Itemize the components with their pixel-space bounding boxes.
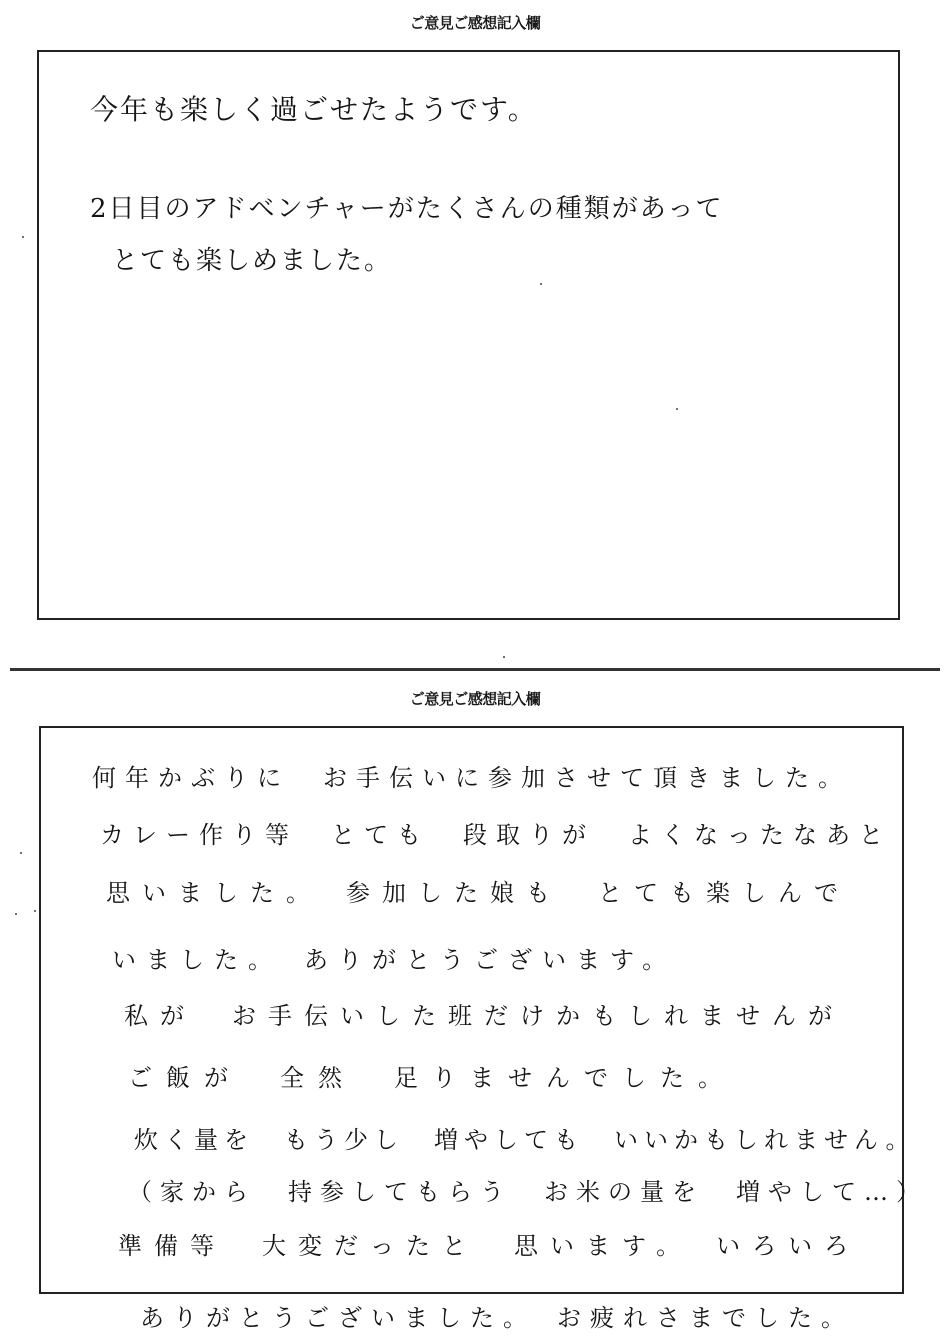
form2-line-4: いました。 ありがとうございます。 (112, 946, 677, 974)
scan-speck (15, 913, 17, 915)
scan-speck (34, 910, 36, 912)
form2-line-9: 準備等 大変だったと 思います。 いろいろ (118, 1232, 861, 1260)
form2-line-6: ご飯が 全然 足りませんでした。 (128, 1064, 736, 1092)
scan-speck (676, 408, 678, 410)
form2-line-5: 私が お手伝いした班だけかもしれませんが (124, 1002, 844, 1030)
form1-comment-box (37, 50, 900, 620)
form2-line-2: カレー作り等 とても 段取りが よくなったなあと (100, 821, 892, 849)
form2-line-1: 何年かぶりに お手伝いに参加させて頂きました。 (92, 764, 851, 792)
scan-speck (540, 283, 542, 285)
form1-line-1: 今年も楽しく過ごせたようです。 (90, 93, 538, 126)
scan-speck (20, 852, 22, 854)
form2-header: ご意見ご感想記入欄 (409, 690, 541, 708)
page-separator (10, 668, 940, 671)
form2-line-8: （家から 持参してもらう お米の量を 増やして…） (128, 1178, 928, 1206)
form2-line-10: ありがとうございました。 お疲れさまでした。 (140, 1304, 854, 1332)
form1-header: ご意見ご感想記入欄 (409, 14, 541, 32)
scan-speck (22, 236, 24, 238)
scan-speck (503, 656, 505, 658)
form2-line-3: 思いました。 参加した娘も とても楽しんで (106, 879, 850, 907)
form1-line-2: 2日目のアドベンチャーがたくさんの種類があって (90, 194, 724, 224)
form1-line-3: とても楽しめました。 (112, 246, 393, 276)
form2-line-7: 炊く量を もう少し 増やしても いいかもしれません。 (134, 1126, 916, 1154)
